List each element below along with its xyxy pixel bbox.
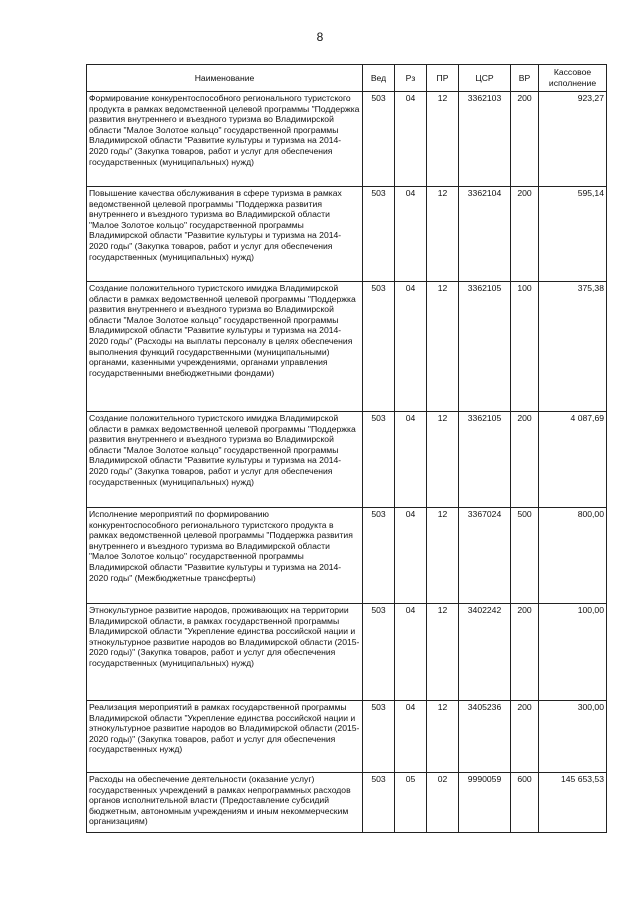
row-pr: 12 [427, 92, 459, 187]
row-rz: 04 [395, 701, 427, 773]
table-header-row [87, 65, 607, 92]
row-rz: 04 [395, 412, 427, 508]
row-rz: 04 [395, 604, 427, 701]
page-number: 8 [316, 30, 324, 44]
row-amount: 4 087,69 [539, 412, 607, 508]
row-ved: 503 [363, 187, 395, 282]
row-pr: 12 [427, 187, 459, 282]
header-name: Наименование [87, 65, 363, 92]
row-csr: 3362105 [459, 282, 511, 412]
table-row [87, 282, 607, 412]
row-pr: 12 [427, 412, 459, 508]
row-csr: 3362105 [459, 412, 511, 508]
row-csr: 3405236 [459, 701, 511, 773]
row-csr: 3362103 [459, 92, 511, 187]
row-name: Создание положительного туристского имиджа Владимирской области в рамках ведомственной целевой программы "Поддержка развития внутреннего и въездного туризма во Владимирской области "Малое Золотое кольцо" государственной программы Владимирской области "Развитие культуры и туризма на 2014-2020 годы" (Расходы на выплаты персоналу в целях обеспечения выполнения функций государственными (муниципальными) органами, казенными учреждениями, органами управления государственными внебюджетными фондами) [87, 282, 363, 412]
row-rz: 04 [395, 282, 427, 412]
row-csr: 3367024 [459, 508, 511, 604]
table-row [87, 187, 607, 282]
header-vr: ВР [511, 65, 539, 92]
header-rz: Рз [395, 65, 427, 92]
header-amount: Кассовое исполнение [539, 65, 607, 92]
row-amount: 100,00 [539, 604, 607, 701]
row-csr: 9990059 [459, 773, 511, 833]
row-ved: 503 [363, 412, 395, 508]
row-name: Исполнение мероприятий по формированию конкурентоспособного регионального туристского продукта в рамках ведомственной целевой программы "Поддержка развития внутреннего и въездного туризма во Владимирской области "Малое Золотое кольцо" государственной программы Владимирской области "Развитие культуры и туризма на 2014-2020 годы" (Межбюджетные трансферты) [87, 508, 363, 604]
row-amount: 800,00 [539, 508, 607, 604]
row-vr: 200 [511, 701, 539, 773]
row-name: Расходы на обеспечение деятельности (оказание услуг) государственных учреждений в рамках непрограммных расходов органов исполнительной власти (Предоставление субсидий бюджетным, автономным учреждениям и иным некоммерческим организациям) [87, 773, 363, 833]
header-ved: Вед [363, 65, 395, 92]
row-csr: 3402242 [459, 604, 511, 701]
row-amount: 145 653,53 [539, 773, 607, 833]
row-pr: 12 [427, 701, 459, 773]
row-name: Реализация мероприятий в рамках государственной программы Владимирской области "Укрепление единства российской нации и этнокультурное развитие народов во Владимирской области (2015-2020 годы)" (Закупка товаров, работ и услуг для обеспечения государственных нужд) [87, 701, 363, 773]
row-ved: 503 [363, 773, 395, 833]
table-row [87, 701, 607, 773]
row-vr: 200 [511, 604, 539, 701]
table-row [87, 92, 607, 187]
row-pr: 12 [427, 282, 459, 412]
row-pr: 12 [427, 508, 459, 604]
row-vr: 200 [511, 187, 539, 282]
row-vr: 200 [511, 412, 539, 508]
row-ved: 503 [363, 92, 395, 187]
row-rz: 04 [395, 508, 427, 604]
header-csr: ЦСР [459, 65, 511, 92]
budget-table [86, 64, 607, 833]
row-name: Формирование конкурентоспособного регионального туристского продукта в рамках ведомственной целевой программы "Поддержка развития внутреннего и въездного туризма во Владимирской области "Малое Золотое кольцо" государственной программы Владимирской области "Развитие культуры и туризма на 2014-2020 годы" (Закупка товаров, работ и услуг для обеспечения государственных (муниципальных) нужд) [87, 92, 363, 187]
row-vr: 200 [511, 92, 539, 187]
header-pr: ПР [427, 65, 459, 92]
row-amount: 595,14 [539, 187, 607, 282]
row-rz: 04 [395, 187, 427, 282]
table-row [87, 508, 607, 604]
row-csr: 3362104 [459, 187, 511, 282]
row-vr: 100 [511, 282, 539, 412]
row-ved: 503 [363, 604, 395, 701]
row-amount: 300,00 [539, 701, 607, 773]
row-name: Повышение качества обслуживания в сфере туризма в рамках ведомственной целевой программы "Поддержка развития внутреннего и въездного туризма во Владимирской области "Малое Золотое кольцо" государственной программы Владимирской области "Развитие культуры и туризма на 2014-2020 годы" (Закупка товаров, работ и услуг для обеспечения государственных (муниципальных) нужд) [87, 187, 363, 282]
table-row [87, 412, 607, 508]
row-pr: 12 [427, 604, 459, 701]
row-ved: 503 [363, 701, 395, 773]
row-name: Создание положительного туристского имиджа Владимирской области в рамках ведомственной целевой программы "Поддержка развития внутреннего и въездного туризма во Владимирской области "Малое Золотое кольцо" государственной программы Владимирской области "Развитие культуры и туризма на 2014-2020 годы" (Закупка товаров, работ и услуг для обеспечения государственных (муниципальных) нужд) [87, 412, 363, 508]
row-vr: 500 [511, 508, 539, 604]
table-row [87, 604, 607, 701]
row-pr: 02 [427, 773, 459, 833]
table-row [87, 773, 607, 833]
row-amount: 375,38 [539, 282, 607, 412]
row-ved: 503 [363, 282, 395, 412]
row-ved: 503 [363, 508, 395, 604]
row-name: Этнокультурное развитие народов, проживающих на территории Владимирской области, в рамках государственной программы Владимирской области "Укрепление единства российской нации и этнокультурное развитие народов во Владимирской области (2015-2020 годы)" (Закупка товаров, работ и услуг для обеспечения государственных (муниципальных) нужд) [87, 604, 363, 701]
row-vr: 600 [511, 773, 539, 833]
row-amount: 923,27 [539, 92, 607, 187]
row-rz: 04 [395, 92, 427, 187]
row-rz: 05 [395, 773, 427, 833]
